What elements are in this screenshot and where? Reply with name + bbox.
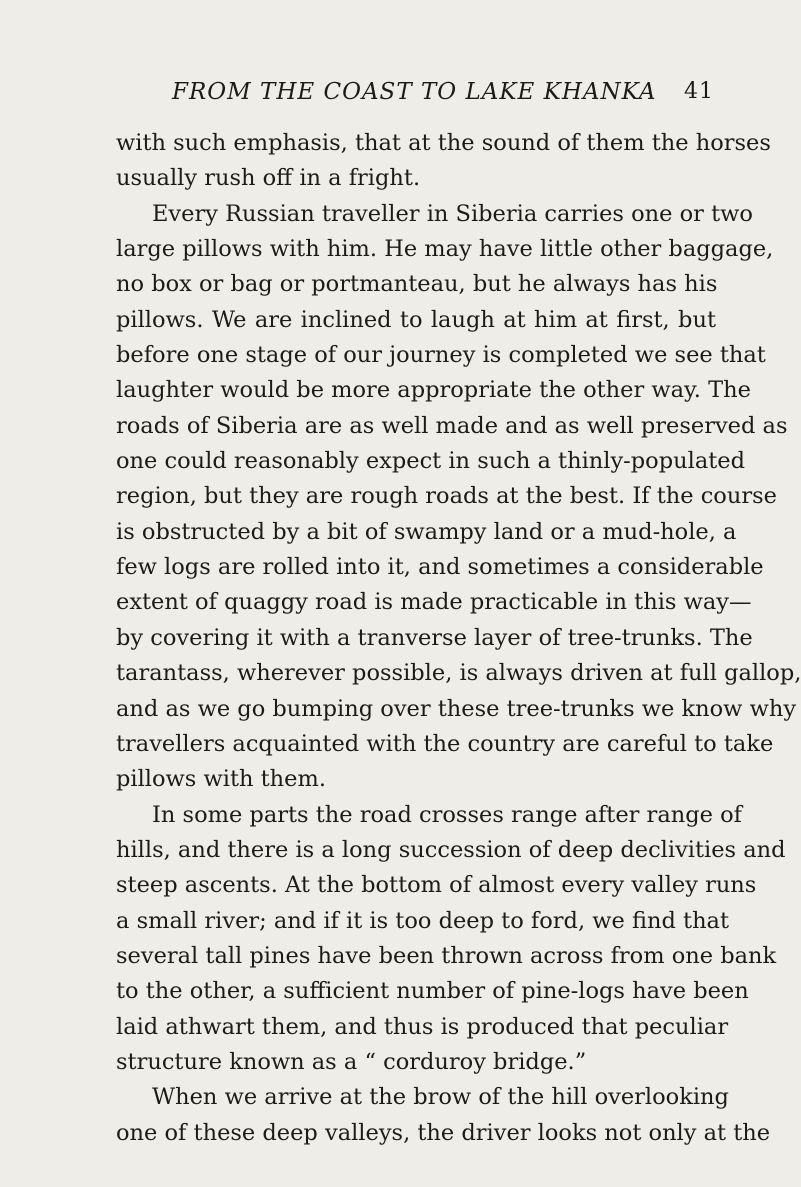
page-number: 41: [684, 79, 714, 104]
text-line: several tall pines have been thrown across from one bank: [116, 942, 777, 969]
text-line: and as we go bumping over these tree-trunks we know why: [116, 695, 797, 722]
text-line: a small river; and if it is too deep to ford, we find that: [116, 907, 730, 934]
running-title: FROM THE COAST TO LAKE KHANKA: [172, 79, 657, 105]
text-line: pillows. We are inclined to laugh at him at first, but: [116, 306, 716, 333]
text-line: laid athwart them, and thus is produced that peculiar: [116, 1013, 729, 1040]
text-line: is obstructed by a bit of swampy land or a mud-hole, a: [116, 518, 737, 545]
text-line: one of these deep valleys, the driver looks not only at the: [116, 1119, 771, 1146]
text-line: steep ascents. At the bottom of almost every valley runs: [116, 872, 757, 899]
text-line: roads of Siberia are as well made and as well preserved as: [116, 412, 788, 439]
text-line: by covering it with a tranverse layer of tree-trunks. The: [116, 624, 753, 651]
text-line: large pillows with him. He may have little other baggage,: [116, 236, 774, 263]
text-line: with such emphasis, that at the sound of them the horses: [116, 130, 771, 156]
text-line: extent of quaggy road is made practicable in this way—: [116, 589, 752, 616]
body-text: [116, 126, 801, 1151]
text-line: few logs are rolled into it, and sometimes a considerable: [116, 554, 764, 581]
text-line: hills, and there is a long succession of deep declivities and: [116, 836, 786, 863]
text-line: region, but they are rough roads at the best. If the course: [116, 483, 777, 510]
page-header: [0, 75, 801, 109]
text-line: structure known as a “ corduroy bridge.”: [116, 1048, 587, 1075]
text-line: tarantass, wherever possible, is always driven at full gallop,: [116, 660, 801, 687]
text-line: In some parts the road crosses range after range of: [152, 801, 742, 828]
text-line: usually rush off in a fright.: [116, 165, 421, 192]
text-line: laughter would be more appropriate the other way. The: [116, 377, 751, 404]
text-line: no box or bag or portmanteau, but he always has his: [116, 271, 718, 298]
text-line: Every Russian traveller in Siberia carries one or two: [152, 200, 753, 227]
text-line: When we arrive at the brow of the hill overlooking: [152, 1084, 729, 1111]
text-line: pillows with them.: [116, 766, 326, 793]
text-line: travellers acquainted with the country are careful to take: [116, 730, 774, 757]
text-line: before one stage of our journey is completed we see that: [116, 342, 766, 369]
text-line: one could reasonably expect in such a thinly-populated: [116, 448, 745, 475]
text-line: to the other, a sufficient number of pine-logs have been: [116, 978, 749, 1005]
